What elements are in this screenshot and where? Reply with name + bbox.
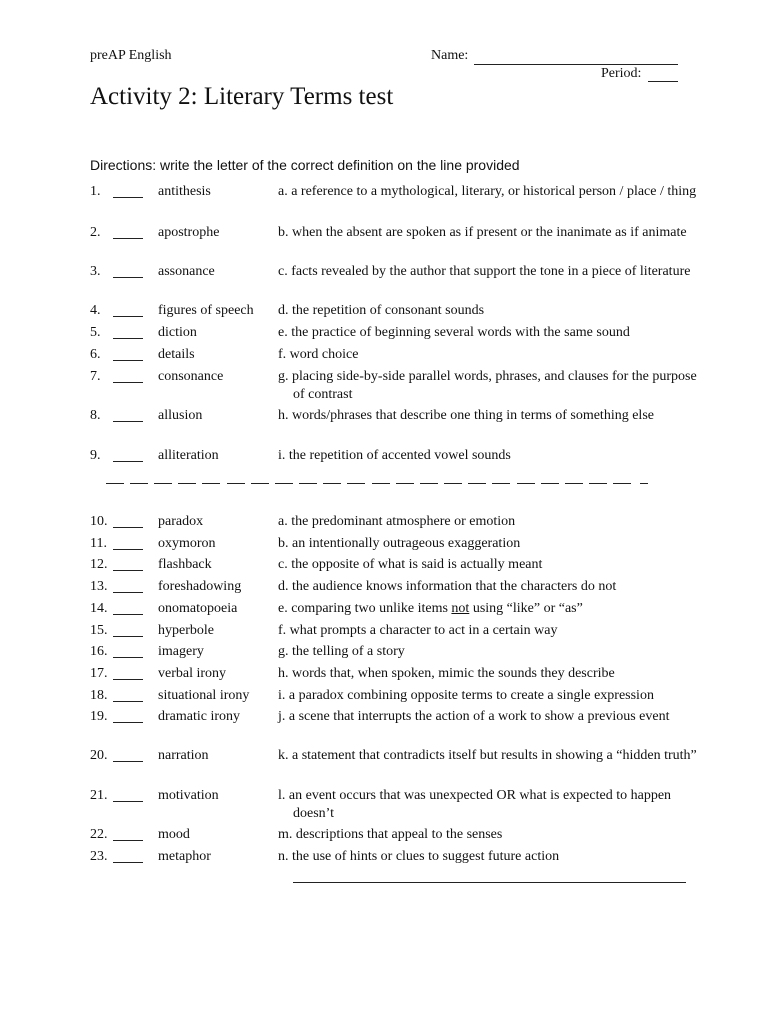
definition: h. words that, when spoken, mimic the sounds they describe bbox=[278, 666, 615, 681]
course-label: preAP English bbox=[90, 48, 172, 63]
answer-blank[interactable] bbox=[113, 657, 143, 658]
definition: n. the use of hints or clues to suggest future action bbox=[278, 849, 560, 864]
question-number: 10. bbox=[90, 514, 108, 529]
answer-blank[interactable] bbox=[113, 722, 143, 723]
answer-blank[interactable] bbox=[113, 840, 143, 841]
definition: a. the predominant atmosphere or emotion bbox=[278, 514, 516, 529]
term: motivation bbox=[158, 788, 219, 803]
question-number: 23. bbox=[90, 849, 108, 864]
directions-text: write the letter of the correct definition on the line provided bbox=[156, 157, 520, 173]
term: assonance bbox=[158, 264, 215, 279]
name-field-line[interactable] bbox=[474, 64, 678, 65]
question-number: 9. bbox=[90, 448, 101, 463]
definition: h. words/phrases that describe one thing in terms of something else bbox=[278, 408, 654, 423]
definition: k. a statement that contradicts itself but results in showing a “hidden truth” bbox=[278, 748, 697, 763]
question-number: 14. bbox=[90, 601, 108, 616]
question-number: 5. bbox=[90, 325, 101, 340]
term: situational irony bbox=[158, 688, 250, 703]
answer-blank[interactable] bbox=[113, 701, 143, 702]
footer-rule bbox=[293, 882, 686, 883]
definition-part: e. comparing two unlike items bbox=[278, 601, 452, 616]
answer-blank[interactable] bbox=[113, 316, 143, 317]
question-number: 3. bbox=[90, 264, 101, 279]
term: verbal irony bbox=[158, 666, 227, 681]
term: foreshadowing bbox=[158, 579, 242, 594]
definition: c. facts revealed by the author that support the tone in a piece of literature bbox=[278, 264, 691, 279]
answer-blank[interactable] bbox=[113, 421, 143, 422]
term: apostrophe bbox=[158, 225, 220, 240]
answer-blank[interactable] bbox=[113, 382, 143, 383]
term: oxymoron bbox=[158, 536, 216, 551]
definition: g. placing side-by-side parallel words, phrases, and clauses for the purpose of contrast bbox=[278, 369, 697, 402]
definition: i. a paradox combining opposite terms to create a single expression bbox=[278, 688, 654, 703]
definition: e. the practice of beginning several words with the same sound bbox=[278, 325, 630, 340]
term: antithesis bbox=[158, 184, 211, 199]
question-number: 17. bbox=[90, 666, 108, 681]
term: mood bbox=[158, 827, 190, 842]
answer-blank[interactable] bbox=[113, 461, 143, 462]
definition: d. the repetition of consonant sounds bbox=[278, 303, 485, 318]
question-number: 1. bbox=[90, 184, 101, 199]
question-number: 22. bbox=[90, 827, 108, 842]
definition: f. word choice bbox=[278, 347, 359, 362]
question-number: 13. bbox=[90, 579, 108, 594]
definition: b. an intentionally outrageous exaggeration bbox=[278, 536, 521, 551]
answer-blank[interactable] bbox=[113, 527, 143, 528]
answer-blank[interactable] bbox=[113, 862, 143, 863]
question-number: 21. bbox=[90, 788, 108, 803]
term: imagery bbox=[158, 644, 204, 659]
definition-part: using “like” or “as” bbox=[469, 601, 583, 616]
period-label: Period: bbox=[601, 66, 642, 81]
question-number: 6. bbox=[90, 347, 101, 362]
definition: b. when the absent are spoken as if present or the inanimate as if animate bbox=[278, 225, 687, 240]
term: metaphor bbox=[158, 849, 211, 864]
answer-blank[interactable] bbox=[113, 761, 143, 762]
term: onomatopoeia bbox=[158, 601, 238, 616]
answer-blank[interactable] bbox=[113, 679, 143, 680]
answer-blank[interactable] bbox=[113, 197, 143, 198]
term: alliteration bbox=[158, 448, 219, 463]
definition: m. descriptions that appeal to the senses bbox=[278, 827, 503, 842]
question-number: 19. bbox=[90, 709, 108, 724]
answer-blank[interactable] bbox=[113, 636, 143, 637]
definition: c. the opposite of what is said is actually meant bbox=[278, 557, 543, 572]
answer-blank[interactable] bbox=[113, 549, 143, 550]
question-number: 4. bbox=[90, 303, 101, 318]
directions-prefix: Directions: bbox=[90, 157, 157, 173]
definition: a. a reference to a mythological, literary, or historical person / place / thing bbox=[278, 184, 697, 199]
period-field-line[interactable] bbox=[648, 81, 678, 82]
term: narration bbox=[158, 748, 209, 763]
answer-blank[interactable] bbox=[113, 360, 143, 361]
question-number: 11. bbox=[90, 536, 107, 551]
definition bbox=[278, 600, 703, 618]
term: hyperbole bbox=[158, 623, 214, 638]
question-number: 8. bbox=[90, 408, 101, 423]
term: allusion bbox=[158, 408, 203, 423]
question-number: 16. bbox=[90, 644, 108, 659]
definition: g. the telling of a story bbox=[278, 644, 405, 659]
question-number: 20. bbox=[90, 748, 108, 763]
answer-blank[interactable] bbox=[113, 592, 143, 593]
answer-blank[interactable] bbox=[113, 614, 143, 615]
definition: f. what prompts a character to act in a certain way bbox=[278, 623, 558, 638]
term: paradox bbox=[158, 514, 204, 529]
name-label: Name: bbox=[431, 48, 469, 63]
definition: i. the repetition of accented vowel sounds bbox=[278, 448, 511, 463]
page-title: Activity 2: Literary Terms test bbox=[90, 83, 394, 110]
question-number: 12. bbox=[90, 557, 108, 572]
answer-blank[interactable] bbox=[113, 238, 143, 239]
definition-emphasis: not bbox=[451, 601, 470, 616]
term: flashback bbox=[158, 557, 212, 572]
question-number: 18. bbox=[90, 688, 108, 703]
question-number: 2. bbox=[90, 225, 101, 240]
answer-blank[interactable] bbox=[113, 801, 143, 802]
question-number: 15. bbox=[90, 623, 108, 638]
term: dramatic irony bbox=[158, 709, 241, 724]
definition: j. a scene that interrupts the action of a work to show a previous event bbox=[278, 709, 670, 724]
answer-blank[interactable] bbox=[113, 277, 143, 278]
term: diction bbox=[158, 325, 197, 340]
answer-blank[interactable] bbox=[113, 338, 143, 339]
term: figures of speech bbox=[158, 303, 254, 318]
directions bbox=[90, 157, 520, 173]
definition: l. an event occurs that was unexpected OR what is expected to happen doesn’t bbox=[278, 788, 672, 821]
term: consonance bbox=[158, 369, 224, 384]
answer-blank[interactable] bbox=[113, 570, 143, 571]
question-number: 7. bbox=[90, 369, 101, 384]
term: details bbox=[158, 347, 195, 362]
definition: d. the audience knows information that the characters do not bbox=[278, 579, 617, 594]
